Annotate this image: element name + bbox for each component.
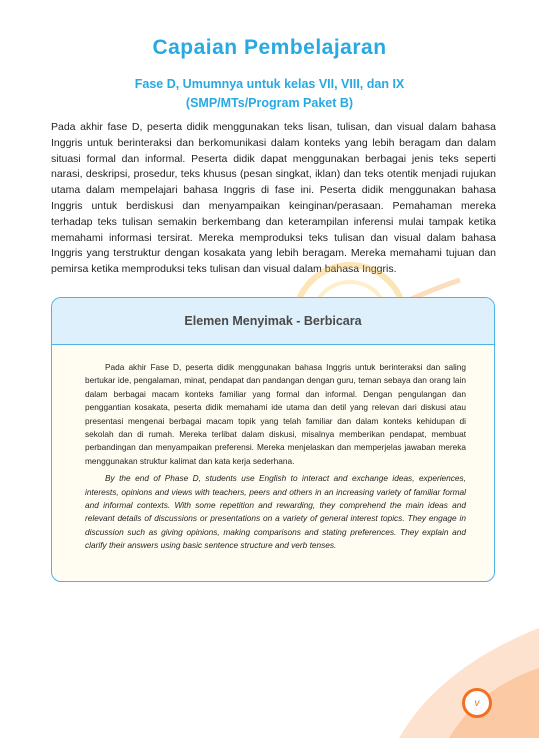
- elemen-box-body: [52, 345, 494, 553]
- elemen-paragraph-english: By the end of Phase D, students use English to interact and exchange ideas, experiences, interests, opinions and views with teachers, peers and others in an increasing variety of familiar formal and informal contexts. With some repetition and rewarding, they comprehend the main ideas and relevant details of discussions or presentations on a variety of general interest topics. They engage in discussion such as giving opinions, making comparisons and stating preferences. They explain and clarify their answers using basic sentence structure and verb tenses.: [85, 473, 466, 551]
- elemen-box: [51, 297, 495, 582]
- page-number: v: [462, 688, 492, 718]
- corner-decoration: [399, 628, 539, 738]
- page-title: Capaian Pembelajaran: [152, 36, 387, 59]
- subtitle-phase: Fase D, Umumnya untuk kelas VII, VIII, dan IX: [134, 77, 405, 91]
- elemen-box-header: [52, 298, 494, 345]
- page-subtitle: [0, 75, 539, 113]
- elemen-paragraph-indonesian: Pada akhir Fase D, peserta didik menggunakan bahasa Inggris untuk berinteraksi dan saling bertukar ide, pengalaman, minat, pendapat dan pandangan dengan guru, teman sebaya dan orang lain dalam berbagai macam konteks familiar yang formal dan informal. Dengan pengulangan dan penggantian kosakata, peserta didik memahami ide utama dan detil yang relevan dari diskusi atau presentasi mengenai berbagai macam topik yang telah familiar dan dalam konteks kehidupan di sekolah dan di rumah. Mereka terlibat dalam diskusi, misalnya memberikan pendapat, membuat perbandingan dan menyampaikan preferensi. Mereka menjelaskan dan memperjelas jawaban mereka menggunakan struktur kalimat dan kata kerja sederhana.: [85, 362, 466, 466]
- elemen-title: Elemen Menyimak - Berbicara: [184, 314, 362, 328]
- subtitle-school: (SMP/MTs/Program Paket B): [185, 96, 354, 110]
- intro-paragraph: Pada akhir fase D, peserta didik menggunakan teks lisan, tulisan, dan visual dalam bahasa Inggris untuk berinteraksi dan berkomunikasi dalam konteks yang lebih beragam dan dalam situasi formal dan informal. Peserta didik dapat menggunakan berbagai jenis teks seperti narasi, deskripsi, prosedur, teks khusus (pesan singkat, iklan) dan teks otentik menjadi rujukan utama dalam mempelajari bahasa Inggris di fase ini. Peserta didik menggunakan bahasa Inggris untuk berdiskusi dan menyampaikan keinginan/perasaan. Pemahaman mereka terhadap teks tulisan semakin berkembang dan keterampilan inferensi mulai tampak ketika memahami informasi tersirat. Mereka memproduksi teks tulisan dan visual dalam bahasa Inggris yang terstruktur dengan kosakata yang lebih beragam. Mereka memahami tujuan dan pemirsa ketika memproduksi teks tulisan dan visual dalam bahasa Inggris.: [51, 121, 496, 276]
